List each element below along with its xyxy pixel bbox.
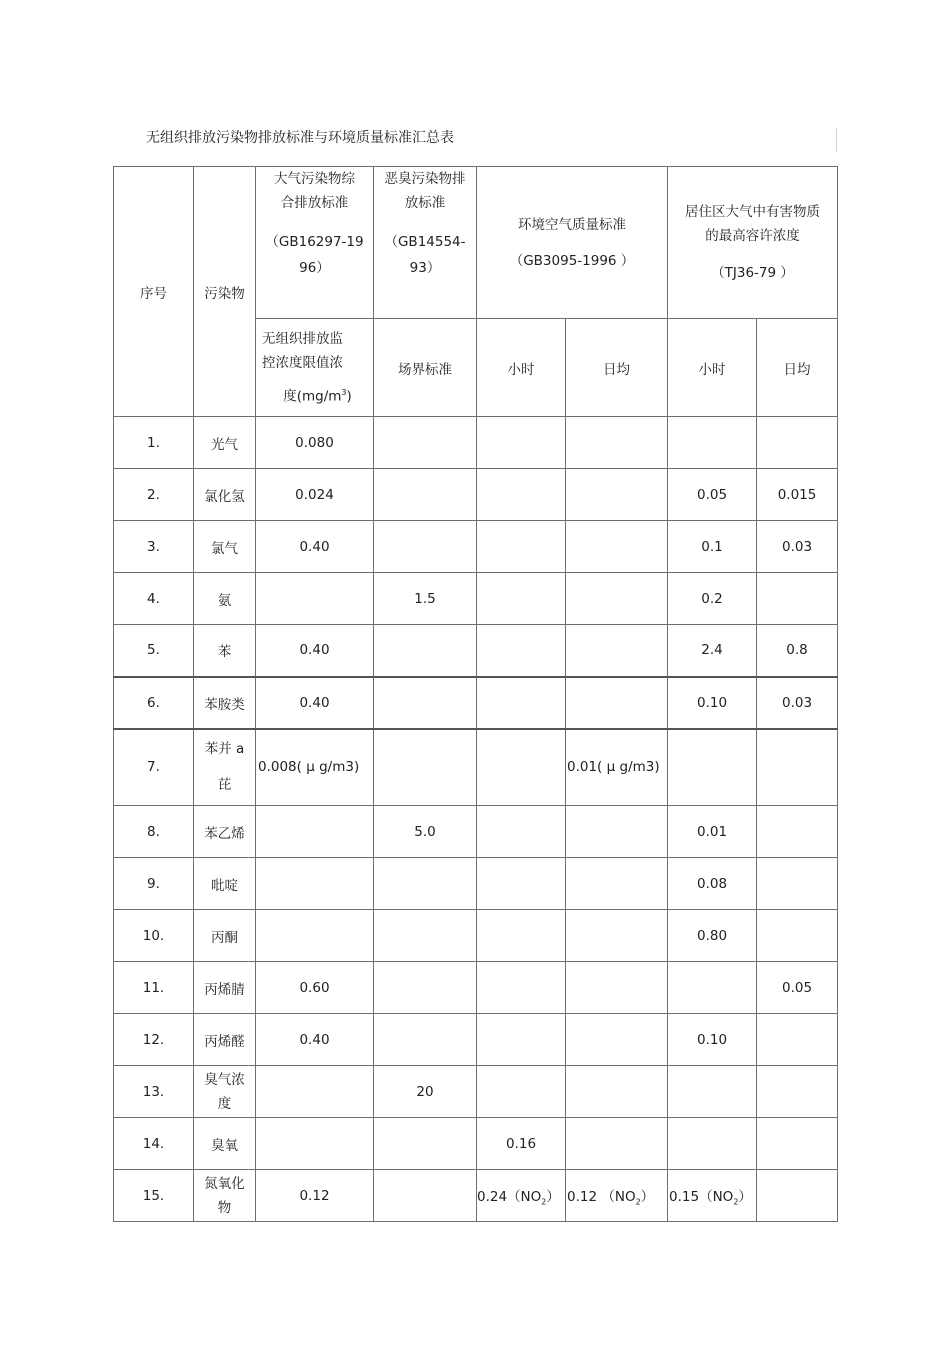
table-row (114, 962, 838, 1014)
cell-value (256, 806, 374, 858)
cell-value (757, 1118, 838, 1170)
std1-name-1: 大气污染物综 (274, 171, 355, 187)
table-row (114, 1014, 838, 1066)
document-title: 无组织排放污染物排放标准与环境质量标准汇总表 (146, 130, 454, 146)
row-index: 2. (114, 469, 194, 521)
cell-value (374, 1014, 477, 1066)
row-index: 3. (114, 521, 194, 573)
row-pollutant: 苯乙烯 (194, 806, 256, 858)
header-row-1 (114, 167, 838, 319)
cell-value (374, 1118, 477, 1170)
std1-code-b: 96） (299, 260, 330, 276)
cell-value (477, 962, 566, 1014)
cell-value: 0.2 (668, 573, 757, 625)
cell-value (256, 1066, 374, 1118)
std4-name-1: 居住区大气中有害物质 (685, 203, 821, 220)
row-pollutant: 氨 (194, 573, 256, 625)
cell-value (566, 1014, 668, 1066)
std3-name: 环境空气质量标准 (518, 216, 626, 233)
cell-value (566, 417, 668, 469)
header-std4-hour: 小时 (668, 319, 757, 417)
std2-name-1: 恶臭污染物排 (384, 171, 466, 187)
row-pollutant: 苯并 a 芘 (194, 729, 256, 806)
cell-value (566, 625, 668, 677)
cell-value (566, 962, 668, 1014)
cell-value (757, 417, 838, 469)
cell-value (566, 1066, 668, 1118)
margin-rule (836, 128, 837, 152)
cell-value: 0.10 (668, 1014, 757, 1066)
row-index: 4. (114, 573, 194, 625)
cell-value (757, 729, 838, 806)
cell-value: 0.60 (256, 962, 374, 1014)
cell-value: 0.16 (477, 1118, 566, 1170)
cell-value (477, 1066, 566, 1118)
header-std1-sub (256, 319, 374, 417)
std1-sub-1: 无组织排放监 (262, 330, 343, 347)
cell-value: 0.080 (256, 417, 374, 469)
cell-value: 0.10 (668, 677, 757, 729)
cell-value (757, 858, 838, 910)
cell-value: 0.01 (668, 806, 757, 858)
cell-value: 0.03 (757, 677, 838, 729)
table-row (114, 910, 838, 962)
row-pollutant: 臭气浓 度 (194, 1066, 256, 1118)
cell-value (374, 521, 477, 573)
row-index: 10. (114, 910, 194, 962)
cell-value (477, 910, 566, 962)
std1-name-2: 合排放标准 (280, 195, 349, 211)
cell-value (757, 910, 838, 962)
table-row (114, 1170, 838, 1222)
row-pollutant: 光气 (194, 417, 256, 469)
row-index: 12. (114, 1014, 194, 1066)
cell-value (374, 910, 477, 962)
cell-value (374, 469, 477, 521)
header-std4-day: 日均 (757, 319, 838, 417)
table-row (114, 677, 838, 729)
cell-value: 0.12 $(NO_2)$ (566, 1170, 668, 1222)
row-index: 1. (114, 417, 194, 469)
cell-value (374, 858, 477, 910)
cell-value: $0.24(NO_2)$ (477, 1170, 566, 1222)
cell-value (566, 521, 668, 573)
cell-value (477, 806, 566, 858)
table-row (114, 417, 838, 469)
cell-value (566, 910, 668, 962)
header-std2 (374, 167, 477, 319)
cell-value (477, 858, 566, 910)
cell-value: 1.5 (374, 573, 477, 625)
cell-value: 0.8 (757, 625, 838, 677)
cell-value: 0.40 (256, 1014, 374, 1066)
row-index: 7. (114, 729, 194, 806)
standards-table (113, 166, 838, 1222)
table-row (114, 521, 838, 573)
cell-value (477, 573, 566, 625)
header-pollutant: 污染物 (194, 167, 256, 417)
row-pollutant: 苯胺类 (194, 677, 256, 729)
cell-value (566, 1118, 668, 1170)
row-index: 15. (114, 1170, 194, 1222)
cell-value: 0.40 (256, 625, 374, 677)
row-index: 9. (114, 858, 194, 910)
cell-value (668, 1066, 757, 1118)
cell-value (566, 677, 668, 729)
row-index: 6. (114, 677, 194, 729)
cell-value (477, 417, 566, 469)
cell-value (374, 962, 477, 1014)
row-pollutant: 丙酮 (194, 910, 256, 962)
table-row (114, 625, 838, 677)
cell-value: 0.024 (256, 469, 374, 521)
table-row (114, 1118, 838, 1170)
std4-code: （TJ36-79 ） (711, 264, 794, 281)
cell-value: 0.40 (256, 521, 374, 573)
cell-value (374, 677, 477, 729)
table-row (114, 729, 838, 806)
header-std2-sub: 场界标准 (374, 319, 477, 417)
cell-value: 0.015 (757, 469, 838, 521)
row-index: 5. (114, 625, 194, 677)
row-pollutant: 苯 (194, 625, 256, 677)
cell-value (757, 1066, 838, 1118)
std1-sub-unit: 度$(mg/m^3)$ (283, 387, 352, 405)
std2-code-a: （GB14554- (384, 234, 466, 250)
cell-value (477, 729, 566, 806)
row-pollutant: 氯气 (194, 521, 256, 573)
header-std1 (256, 167, 374, 319)
cell-value: 0.01( μ g/m3) (566, 729, 668, 806)
cell-value (374, 1170, 477, 1222)
cell-value (668, 417, 757, 469)
row-pollutant: 氯化氢 (194, 469, 256, 521)
cell-value: 0.03 (757, 521, 838, 573)
cell-value: 2.4 (668, 625, 757, 677)
cell-value (566, 806, 668, 858)
header-std3-day: 日均 (566, 319, 668, 417)
cell-value: 0.05 (757, 962, 838, 1014)
cell-value (477, 469, 566, 521)
row-index: 11. (114, 962, 194, 1014)
std2-code-b: 93） (409, 260, 441, 276)
std3-code: （GB3095-1996 ） (509, 252, 635, 269)
cell-value (256, 910, 374, 962)
row-pollutant: 丙烯腈 (194, 962, 256, 1014)
cell-value (757, 1014, 838, 1066)
cell-value (566, 858, 668, 910)
cell-value: $0.15(NO_2)$ (668, 1170, 757, 1222)
table-row (114, 858, 838, 910)
header-std3 (477, 167, 668, 319)
cell-value (668, 729, 757, 806)
cell-value: 0.40 (256, 677, 374, 729)
row-pollutant: 吡啶 (194, 858, 256, 910)
header-std3-hour: 小时 (477, 319, 566, 417)
cell-value (256, 858, 374, 910)
row-pollutant: 丙烯醛 (194, 1014, 256, 1066)
cell-value (256, 1118, 374, 1170)
cell-value: 0.12 (256, 1170, 374, 1222)
cell-value (374, 417, 477, 469)
std2-name-2: 放标准 (404, 195, 446, 211)
cell-value (256, 573, 374, 625)
cell-value: 0.008( μ g/m3) (256, 729, 374, 806)
cell-value (757, 573, 838, 625)
header-index: 序号 (114, 167, 194, 417)
std1-code-a: （GB16297-19 (265, 234, 364, 250)
cell-value (477, 521, 566, 573)
cell-value (477, 1014, 566, 1066)
row-pollutant: 臭氧 (194, 1118, 256, 1170)
cell-value (477, 625, 566, 677)
std1-sub-2: 控浓度限值浓 (262, 354, 343, 371)
cell-value (757, 806, 838, 858)
cell-value (374, 625, 477, 677)
table-row (114, 469, 838, 521)
cell-value: 0.08 (668, 858, 757, 910)
header-std4 (668, 167, 838, 319)
cell-value (757, 1170, 838, 1222)
table-row (114, 806, 838, 858)
cell-value (374, 729, 477, 806)
cell-value: 0.1 (668, 521, 757, 573)
cell-value (668, 962, 757, 1014)
std4-name-2: 的最高容许浓度 (705, 227, 800, 244)
table-row (114, 1066, 838, 1118)
row-index: 8. (114, 806, 194, 858)
cell-value: 0.05 (668, 469, 757, 521)
cell-value: 20 (374, 1066, 477, 1118)
cell-value (477, 677, 566, 729)
table-row (114, 573, 838, 625)
row-pollutant: 氮氧化 物 (194, 1170, 256, 1222)
row-index: 13. (114, 1066, 194, 1118)
row-index: 14. (114, 1118, 194, 1170)
cell-value (566, 469, 668, 521)
cell-value: 0.80 (668, 910, 757, 962)
cell-value: 5.0 (374, 806, 477, 858)
cell-value (668, 1118, 757, 1170)
cell-value (566, 573, 668, 625)
